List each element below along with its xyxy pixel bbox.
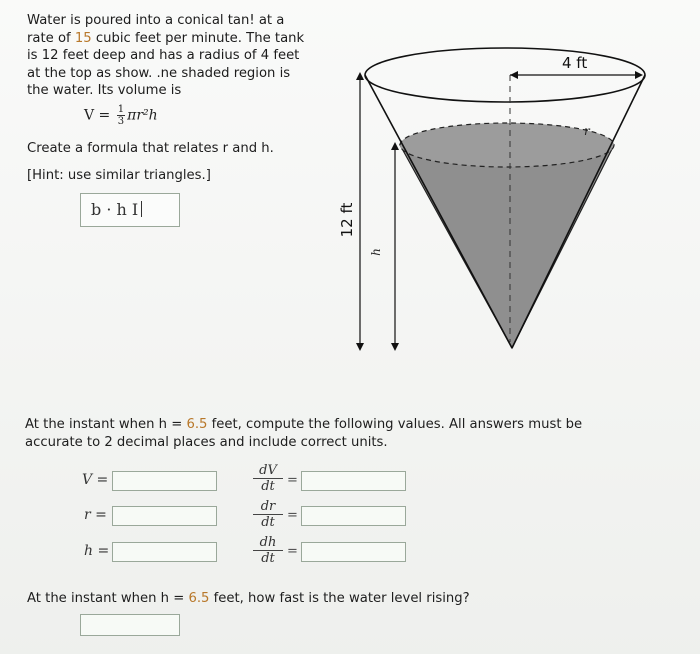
height-input[interactable]: [112, 542, 217, 562]
dr-dt-denominator: dt: [261, 515, 275, 530]
relation-prompt: Create a formula that relates r and h.: [27, 141, 274, 156]
formula-fraction: [117, 104, 125, 127]
cone-diagram: [330, 30, 660, 370]
dv-dt-fraction: [253, 463, 283, 494]
dh-dt-fraction: [253, 535, 283, 566]
dr-dt-fraction: [253, 499, 283, 530]
relation-answer-value: b · h I: [91, 200, 139, 219]
question-text-b: feet, compute the following values. All answers must be accurate to 2 decimal places and include correct units.: [25, 417, 583, 450]
volume-input[interactable]: [112, 471, 217, 491]
dh-dt-input[interactable]: [301, 542, 406, 562]
dv-dt-input[interactable]: [301, 471, 406, 491]
rate-value: 15: [74, 30, 92, 46]
top-radius-label: 4 ft: [562, 54, 588, 72]
height-label: h =: [84, 543, 110, 559]
intro-text-b: cubic feet per minute. The tank is 12 feet deep and has a radius of 4 feet at the top as show. .ne shaded region is the water. Its volume is: [27, 30, 305, 98]
formula-denominator: 3: [117, 116, 125, 127]
water-surface: [400, 123, 614, 167]
question-text-a: At the instant when h =: [25, 417, 187, 432]
depth-arrowhead-bottom: [356, 343, 364, 351]
dh-dt-numerator: dh: [253, 535, 283, 551]
rising-rate-input[interactable]: [80, 614, 180, 636]
dh-dt-equals: =: [287, 544, 298, 559]
radius-label: r =: [84, 507, 107, 523]
volume-label: V =: [82, 472, 109, 488]
water-height-arrowhead-top: [391, 142, 399, 150]
top-radius-arrowhead-right: [635, 71, 643, 79]
dv-dt-equals: =: [287, 473, 298, 488]
water-height-arrowhead-bottom: [391, 343, 399, 351]
water-radius-label: r: [584, 124, 590, 138]
depth-arrowhead-top: [356, 72, 364, 80]
dv-dt-numerator: dV: [253, 463, 283, 479]
relation-answer-input[interactable]: [80, 193, 180, 227]
formula-numerator: 1: [117, 104, 125, 115]
radius-input[interactable]: [112, 506, 217, 526]
formula-rhs: πr²h: [127, 107, 158, 124]
computation-question: [25, 416, 615, 452]
top-radius-arrowhead-left: [510, 71, 518, 79]
dr-dt-input[interactable]: [301, 506, 406, 526]
dv-dt-denominator: dt: [261, 479, 275, 494]
dr-dt-numerator: dr: [253, 499, 283, 515]
hint-text: [Hint: use similar triangles.]: [27, 168, 211, 183]
q2-text-b: feet, how fast is the water level rising?: [209, 591, 470, 606]
dh-dt-denominator: dt: [261, 551, 275, 566]
depth-label: 12 ft: [338, 202, 356, 238]
dr-dt-equals: =: [287, 508, 298, 523]
q2-text-a: At the instant when h =: [27, 591, 189, 606]
volume-formula: [84, 104, 158, 127]
q2-h-value: 6.5: [188, 591, 210, 606]
water-region: [400, 145, 614, 348]
rising-rate-question: [27, 591, 470, 606]
question-h-value: 6.5: [186, 417, 208, 432]
intro-text-a: Water is poured into a conical tan! at a rate of: [27, 13, 285, 46]
water-height-label: h: [369, 248, 383, 256]
formula-lhs: V =: [84, 107, 111, 124]
problem-intro: [27, 12, 312, 100]
text-cursor: [141, 201, 142, 217]
